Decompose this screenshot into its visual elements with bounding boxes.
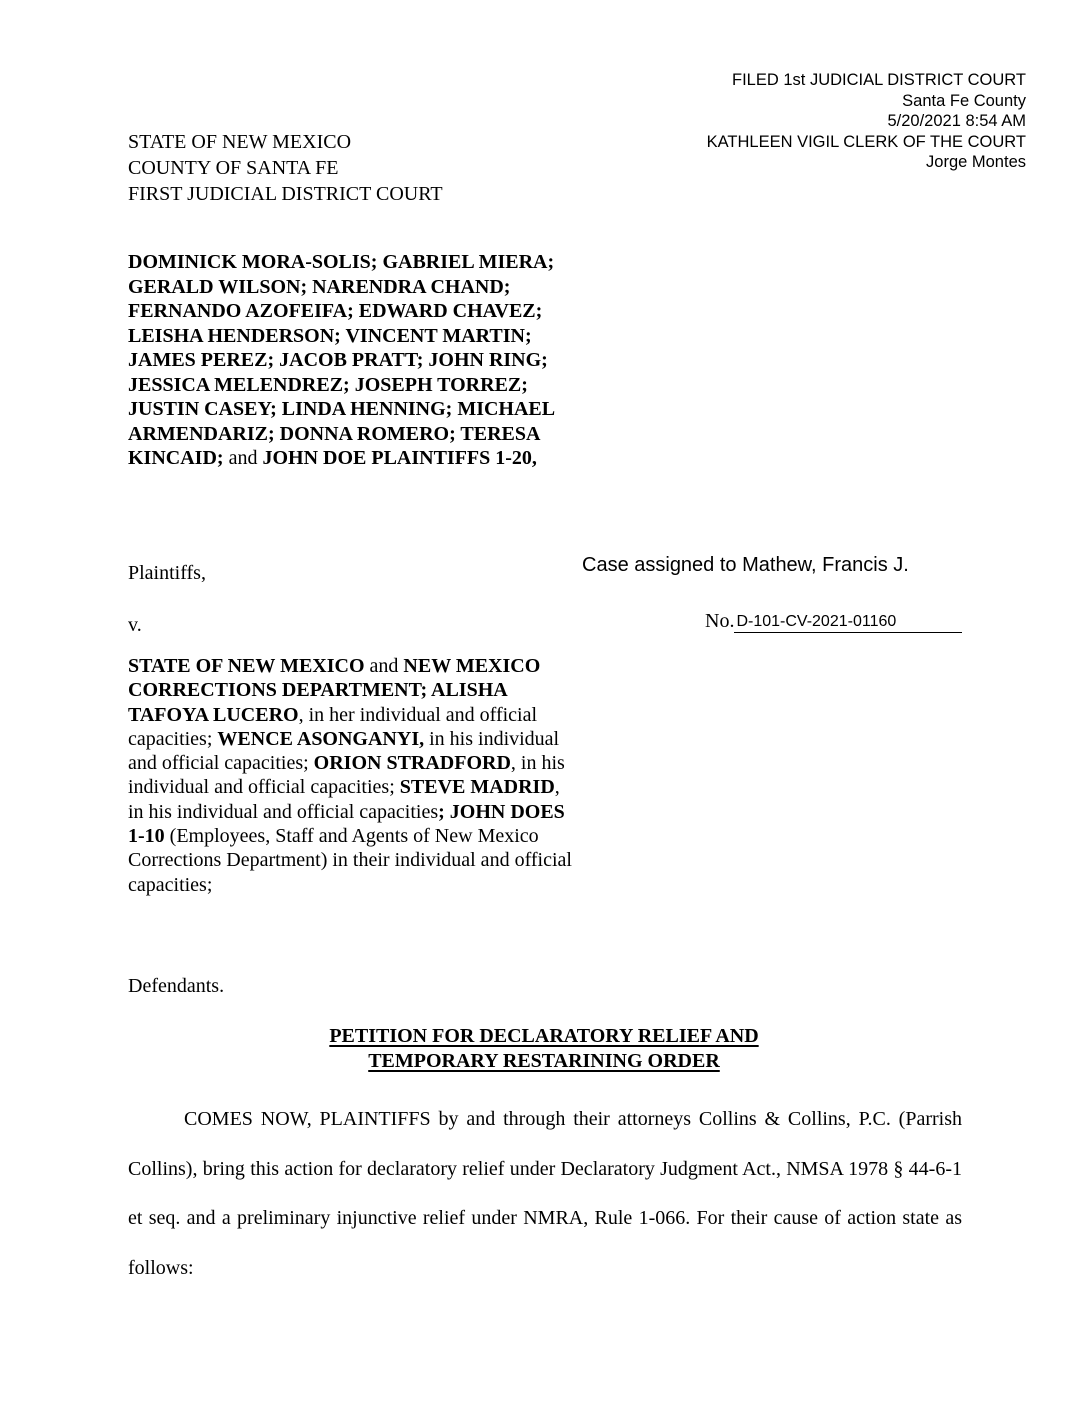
defendant-capacity-text: in his individual and official capacities; <box>128 727 560 775</box>
defendant-capacity-text: , in his individual and official capacities; <box>128 752 565 799</box>
case-assigned-note: Case assigned to Mathew, Francis J. <box>582 554 909 576</box>
filing-stamp-datetime: 5/20/2021 8:54 AM <box>887 112 1026 130</box>
filing-stamp-deputy: Jorge Montes <box>926 153 1026 171</box>
defendants-label: Defendants. <box>128 975 225 997</box>
petition-body <box>128 1095 962 1293</box>
filing-stamp-clerk: KATHLEEN VIGIL CLERK OF THE COURT <box>706 132 1026 151</box>
versus-label: v. <box>128 614 142 636</box>
defendant-capacity-text: (Employees, Staff and Agents of New Mexico Corrections Department) in their individual and official capacities; <box>128 825 572 896</box>
defendant-asonganyi: WENCE ASONGANYI, <box>217 727 425 750</box>
defendants-caption <box>128 654 580 897</box>
defendant-madrid: STEVE MADRID <box>399 776 555 799</box>
document-title <box>0 1024 1088 1073</box>
plaintiffs-label: Plaintiffs, <box>128 562 206 584</box>
plaintiffs-last: JOHN DOE PLAINTIFFS 1-20, <box>262 447 537 469</box>
plaintiffs-conjunction: and <box>223 447 263 469</box>
document-title-line2: TEMPORARY RESTARINING ORDER <box>368 1049 720 1072</box>
defendant-corrections-dept: NEW MEXICO CORRECTIONS DEPARTMENT; ALISHA TAFOYA LUCERO <box>128 655 541 726</box>
case-number <box>705 610 962 633</box>
defendant-john-does: ; JOHN DOES 1-10 <box>128 800 565 848</box>
case-number-value: D-101-CV-2021-01160 <box>734 612 962 633</box>
filing-stamp-line: FILED 1st JUDICIAL DISTRICT COURT <box>732 71 1026 89</box>
court-header <box>128 129 443 207</box>
defendants-and: and <box>364 655 404 677</box>
filing-stamp-county: Santa Fe County <box>902 91 1026 110</box>
court-county: COUNTY OF SANTA FE <box>128 157 339 179</box>
document-title-line1: PETITION FOR DECLARATORY RELIEF AND <box>329 1025 759 1047</box>
plaintiffs-names: DOMINICK MORA-SOLIS; GABRIEL MIERA; GERALD WILSON; NARENDRA CHAND; FERNANDO AZOFEIFA; EDWARD CHAVEZ; LEISHA HENDERSON; VINCENT MARTIN; JAMES PEREZ; JACOB PRATT; JOHN RING; JESSICA MELENDREZ; JOSEPH TORREZ; JUSTIN CASEY; LINDA HENNING; MICHAEL ARMENDARIZ; DONNA ROMERO; TERESA KINCAID; <box>128 251 555 469</box>
plaintiffs-caption <box>128 250 578 471</box>
filing-stamp <box>707 70 1026 173</box>
defendant-stradford: ORION STRADFORD <box>313 752 511 775</box>
case-number-label: No. <box>705 610 735 632</box>
body-paragraph: COMES NOW, PLAINTIFFS by and through their attorneys Collins & Collins, P.C. (Parrish Collins), bring this action for declaratory relief under Declaratory Judgment Act., NMSA 1978 § 44-6-1 et seq. and a preliminary injunctive relief under NMRA, Rule 1-066. For their cause of action state as follows: <box>128 1108 962 1279</box>
defendant-capacity-text: , in her individual and official capacities; <box>128 703 538 750</box>
defendant-capacity-text: , in his individual and official capacities <box>128 776 560 823</box>
court-state: STATE OF NEW MEXICO <box>128 131 352 153</box>
court-name: FIRST JUDICIAL DISTRICT COURT <box>128 183 443 205</box>
defendant-state: STATE OF NEW MEXICO <box>128 655 365 677</box>
